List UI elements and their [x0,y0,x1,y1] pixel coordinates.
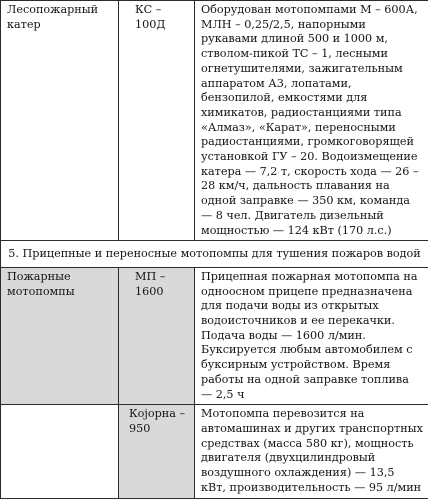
description-cell: Прицепная пожарная мотопомпа на одноосном прицепе предназначена для подачи воды из открытых водоисточников и ее перекачки. Подача воды — 1600 л/мин. Буксируется любым автомобилем с буксирным устройством. Время работы на одной заправке топлива — 2,5 ч [195,267,428,404]
section-header-row [1,241,428,268]
table-row [1,267,428,404]
description-cell: Мотопомпа перевозится на автомашинах и других транспортных средствах (масса 580 кг), мощность двигателя (двухцилиндровый воздушного охлаждения) — 13,5 кВт, производительность — 95 л/мин [195,405,428,498]
description-cell: Оборудован мотопомпами М – 600А, МЛН – 0,25/2,5, напорными рукавами длиной 500 и 1000 м, стволом-пикой ТС – 1, лесными огнетушителями, зажигательным аппаратом А3, лопатами, бензопилой, емкостями для химикатов, радиостанциями типа «Алмаз», «Карат», переносными радиостанциями, громкоговорящей установкой ГУ – 20. Водоизмещение катера — 7,2 т, скорость хода — 26 – 28 км/ч, дальность плавания на одной заправке — 350 км, команда — 8 чел. Двигатель дизельный мощностью — 124 кВт (170 л.с.) [195,1,428,241]
equipment-type-cell: Пожарные мотопомпы [1,267,119,404]
equipment-type-cell [1,405,119,498]
equipment-type-cell: Лесопожарный катер [1,1,119,241]
table-row [1,405,428,498]
model-cell: КС – 100Д [119,1,195,241]
section-title: 5. Прицепные и переносные мотопомпы для тушения пожаров водой [1,241,428,268]
model-cell: МП – 1600 [119,267,195,404]
model-cell: Којорна – 950 [119,405,195,498]
table-row [1,1,428,241]
